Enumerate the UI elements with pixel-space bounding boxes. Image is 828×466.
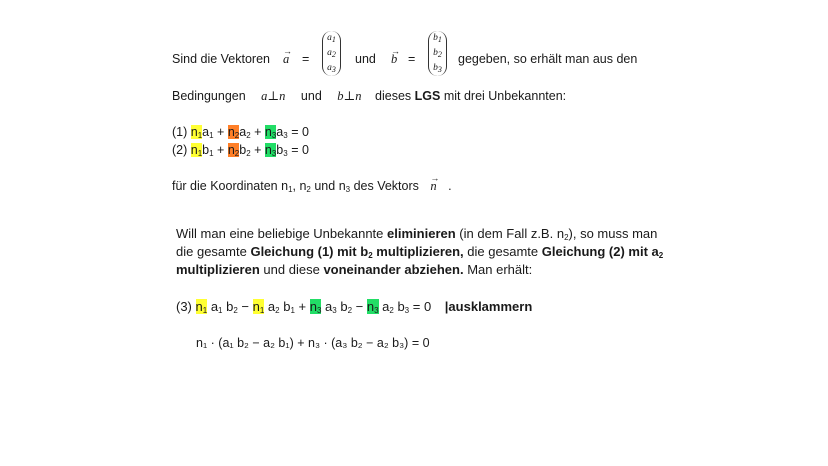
mit-drei-text: mit drei Unbekannten: <box>443 89 567 103</box>
elim-line-3: multiplizieren und diese voneinander abziehen. Man erhält: <box>176 262 533 277</box>
eq1-n1: $n_1$ <box>190 125 203 140</box>
ausklammern-note: |ausklammern <box>444 299 533 314</box>
vector-n-symbol: → n <box>430 178 436 194</box>
elim-line-1: Will man eine beliebige Unbekannte eliminieren (in dem Fall z.B. $n_2$), so muss man <box>176 226 658 242</box>
a3: $a_3$ <box>327 63 336 74</box>
condition-b-perp-n: b⊥n <box>337 89 362 103</box>
equation-1: (1) $n_1a_1 + n_2a_2 + n_3a_3 = 0$ <box>172 125 309 140</box>
vector-b-symbol: → b <box>391 51 397 67</box>
eq1-n2: $n_2$ <box>227 125 240 140</box>
eq1-n3: $n_3$ <box>264 125 277 140</box>
b1: $b_1$ <box>433 33 442 44</box>
b2: $b_2$ <box>433 48 442 59</box>
intro-line-1 <box>172 51 270 67</box>
dieses-text: dieses <box>375 89 412 103</box>
a2: $a_2$ <box>327 48 336 59</box>
intro-text-2: gegeben, so erhält man aus den <box>458 52 638 66</box>
eq2-n3: $n_3$ <box>264 143 277 158</box>
b3: $b_3$ <box>433 63 442 74</box>
equation-2: (2) $n_1b_1 + n_2b_2 + n_3b_3 = 0$ <box>172 143 309 158</box>
a1: $a_1$ <box>327 33 336 44</box>
bedingungen-label: Bedingungen <box>172 89 246 103</box>
equals-sign-a: = <box>302 52 310 66</box>
equation-3: (3) $n_1$ $a_1$ $b_2 - n_1$ $a_2$ $b_1 + n_3$ $a_3$ $b_2 - n_3$ $a_2$ $b_3 = 0$ |ausklammern <box>176 299 533 315</box>
elim-line-2: die gesamte Gleichung (1) mit $b_2$ multiplizieren, die gesamte Gleichung (2) mit $a_2$ <box>176 244 664 260</box>
vector-a-symbol: → a <box>283 51 289 67</box>
und-1: und <box>355 52 376 66</box>
condition-a-perp-n: a⊥n <box>261 89 286 103</box>
vector-a-components <box>322 31 341 76</box>
eq2-n2: $n_2$ <box>227 143 240 158</box>
und-2: und <box>300 89 322 103</box>
lgs-bold: LGS <box>414 89 441 103</box>
eq2-n1: $n_1$ <box>190 143 203 158</box>
final-equation: n₁ · (a₁ b₂ − a₂ b₁) + n₃ · (a₃ b₂ − a₂ b₃) = 0 <box>196 336 430 350</box>
koordinaten-line: für die Koordinaten $n_1$, $n_2$ und $n_3$ des Vektors → n . <box>172 178 452 194</box>
intro-text-1: Sind die Vektoren <box>172 52 270 66</box>
intro-line-2 <box>172 88 566 104</box>
equals-sign-b: = <box>408 52 416 66</box>
vector-b-components <box>428 31 447 76</box>
